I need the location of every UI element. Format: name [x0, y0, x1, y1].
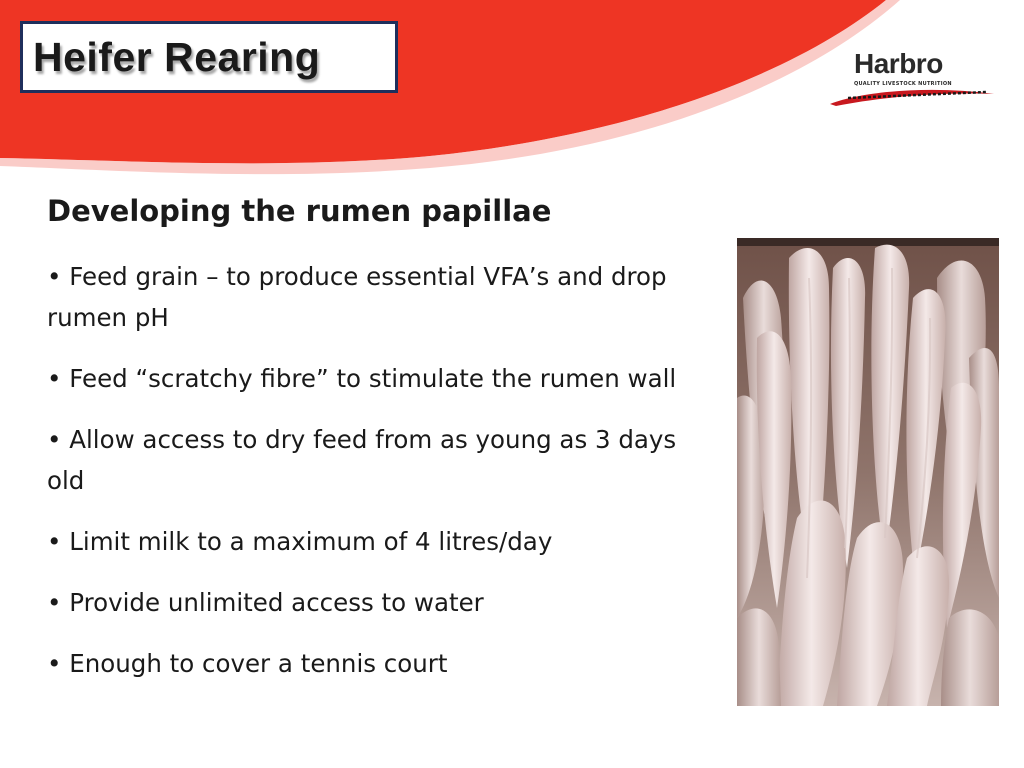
bullet-item: • Enough to cover a tennis court [47, 649, 448, 678]
subheading: Developing the rumen papillae [47, 194, 552, 228]
bullet-item: • Allow access to dry feed from as young as 3 days old [47, 425, 677, 495]
logo-name: Harbro [854, 48, 943, 79]
rumen-papillae-photo [737, 238, 999, 706]
logo-tagline: QUALITY LIVESTOCK NUTRITION [854, 81, 952, 87]
bullet-item: • Feed grain – to produce essential VFA’s and drop rumen pH [47, 262, 667, 332]
bullet-item: • Feed “scratchy fibre” to stimulate the rumen wall [47, 364, 677, 393]
slide-title: Heifer Rearing [33, 33, 321, 80]
harbro-logo [826, 48, 996, 112]
title-box [20, 21, 398, 93]
bullet-list [47, 256, 697, 704]
bullet-item: • Provide unlimited access to water [47, 588, 484, 617]
logo-swoosh-icon [826, 84, 996, 110]
bullet-item: • Limit milk to a maximum of 4 litres/day [47, 527, 553, 556]
